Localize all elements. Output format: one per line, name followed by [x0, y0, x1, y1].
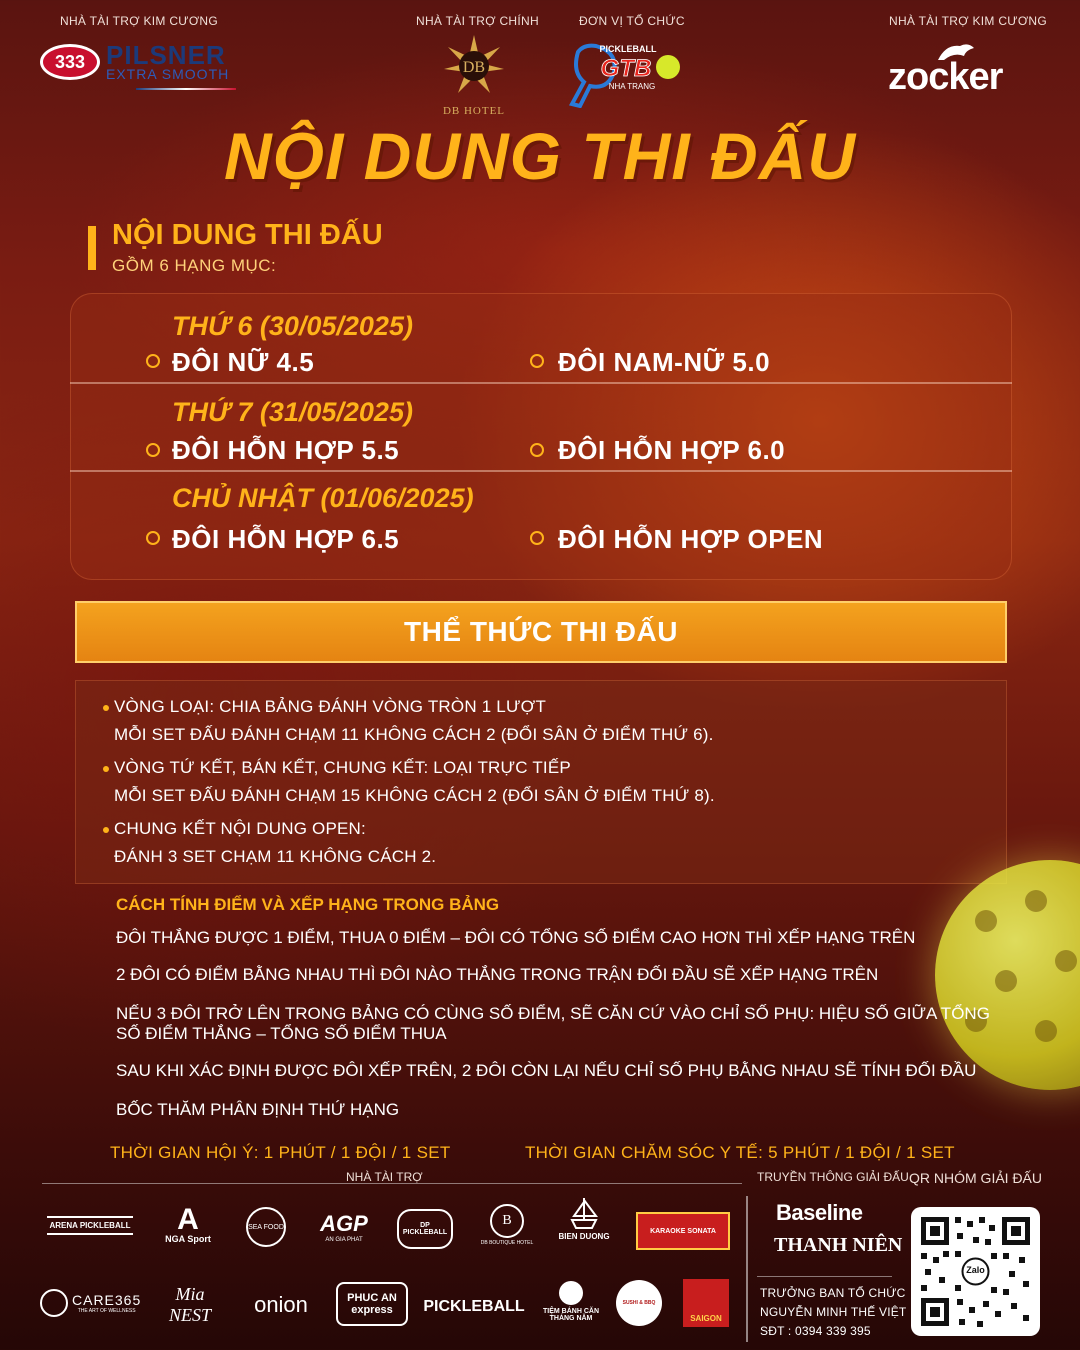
qr-label: QR NHÓM GIẢI ĐẤU: [909, 1170, 1043, 1186]
zalo-badge: Zalo: [966, 1265, 985, 1275]
scoring-line: ĐÔI THẮNG ĐƯỢC 1 ĐIỂM, THUA 0 ĐIỂM – ĐÔI CÓ TỔNG SỐ ĐIỂM CAO HƠN THÌ XẾP HẠNG TRÊN: [116, 928, 916, 947]
logo-333-name: PILSNER: [106, 40, 226, 70]
sponsor-logo-sushi-bbq: [616, 1280, 662, 1326]
logo-333-sub: EXTRA SMOOTH: [106, 66, 230, 82]
sponsor-logo-mia-nest: [158, 1280, 222, 1330]
nga-a-icon: A: [177, 1203, 199, 1236]
care365-lotus-icon: [40, 1289, 68, 1317]
scoring-line: 2 ĐÔI CÓ ĐIỂM BẰNG NHAU THÌ ĐÔI NÀO THẮNG TRONG TRẬN ĐỐI ĐẦU SẼ XẾP HẠNG TRÊN: [116, 965, 879, 984]
category-item: ĐÔI NAM-NỮ 5.0: [558, 347, 771, 377]
day-heading: THỨ 6 (30/05/2025): [172, 311, 413, 341]
rule-detail: MỖI SET ĐẤU ĐÁNH CHẠM 11 KHÔNG CÁCH 2 (ĐỔI SÂN Ở ĐIỂM THỨ 6).: [114, 725, 714, 744]
sponsor-name: CARE365: [72, 1292, 142, 1308]
sponsor-name: PICKLEBALL: [423, 1298, 525, 1315]
rule-heading: CHUNG KẾT NỘI DUNG OPEN:: [114, 819, 366, 838]
gtb-mark: GTB: [600, 55, 652, 82]
db-mark: DB: [462, 59, 486, 76]
diamond-sponsor-label-right: NHÀ TÀI TRỢ KIM CƯƠNG: [889, 14, 1048, 28]
sponsor-name: DB BOUTIQUE HOTEL: [480, 1240, 534, 1246]
main-sponsor-label: NHÀ TÀI TRỢ CHÍNH: [416, 14, 539, 28]
section-subtitle: GỒM 6 HẠNG MỤC:: [112, 256, 277, 275]
medical-time: THỜI GIAN CHĂM SÓC Y TẾ: 5 PHÚT / 1 ĐỘI / 1 SET: [525, 1143, 955, 1162]
rule-heading: VÒNG LOẠI: CHIA BẢNG ĐÁNH VÒNG TRÒN 1 LƯỢT: [114, 697, 547, 716]
circle-bullet-icon: [530, 354, 544, 368]
section-accent-bar: [88, 226, 96, 270]
day-heading: CHỦ NHẬT (01/06/2025): [172, 483, 474, 513]
sponsor-name: TIỆM BÁNH CĂN THÁNG NĂM: [543, 1307, 599, 1322]
bullet-dot-icon: [103, 766, 109, 772]
category-item: ĐÔI HỖN HỢP 5.5: [172, 435, 400, 465]
main-title: NỘI DUNG THI ĐẤU: [224, 119, 856, 193]
gtb-bottom-text: NHA TRANG: [608, 82, 656, 91]
day-heading: THỨ 7 (31/05/2025): [172, 397, 413, 427]
sponsor-name: DP PICKLEBALL: [397, 1209, 453, 1249]
bullet-dot-icon: [103, 705, 109, 711]
sponsor-name: BIEN DUONG: [558, 1231, 610, 1241]
sponsor-name: SEA FOOD: [246, 1207, 286, 1247]
rule-detail: ĐÁNH 3 SET CHẠM 11 KHÔNG CÁCH 2.: [114, 847, 437, 866]
sponsor-logo-karaoke-sonata: [636, 1212, 730, 1250]
sponsor-name: ARENA PICKLEBALL: [47, 1216, 132, 1235]
db-hotel-name: DB HOTEL: [442, 105, 506, 117]
sponsor-name: NGA Sport: [165, 1234, 211, 1244]
section-title: NỘI DUNG THI ĐẤU: [112, 219, 383, 251]
circle-bullet-icon: [146, 354, 160, 368]
sponsor-logo-phuc-an: [336, 1282, 408, 1326]
sponsor-logo-nga-sport: [157, 1200, 219, 1250]
category-item: ĐÔI HỖN HỢP OPEN: [558, 524, 824, 554]
sponsor-logo-care365: [40, 1278, 144, 1328]
sponsor-logo-pickleball-vn: [424, 1282, 524, 1332]
organizer-role: TRƯỞNG BAN TỔ CHỨC: [760, 1286, 906, 1300]
logo-gtb-pickleball: [568, 42, 683, 108]
scoring-line: SAU KHI XÁC ĐỊNH ĐƯỢC ĐÔI XẾP TRÊN, 2 ĐÔI CÒN LẠI NẾU CHỈ SỐ PHỤ BẰNG NHAU SẼ TÍNH ĐỐI ĐẦU: [116, 1061, 977, 1080]
sponsor-logo-banh-can: [538, 1276, 604, 1326]
agp-mark-icon: AGP: [320, 1211, 368, 1236]
organizer-phone: SĐT : 0394 339 395: [760, 1324, 871, 1338]
flower-icon: [559, 1281, 583, 1305]
footer-vertical-divider: [746, 1196, 748, 1342]
sponsor-logo-an-gia-phat: [313, 1202, 375, 1252]
sponsor-logo-bien-duong: [553, 1192, 615, 1242]
sponsor-name: PHUC AN express: [347, 1292, 397, 1316]
footer-sponsors-label: NHÀ TÀI TRỢ: [346, 1170, 423, 1184]
logo-333-pilsner: [40, 42, 240, 92]
rule-heading: VÒNG TỨ KẾT, BÁN KẾT, CHUNG KẾT: LOẠI TRỰC TIẾP: [114, 758, 571, 777]
sponsor-logo-onion: [243, 1280, 319, 1330]
footer-divider: [42, 1183, 742, 1184]
schedule-divider: [70, 382, 1012, 384]
media-baseline: Baseline: [776, 1200, 863, 1225]
circle-bullet-icon: [530, 443, 544, 457]
sponsor-name: KARAOKE SONATA: [650, 1227, 716, 1235]
schedule-divider: [70, 470, 1012, 472]
rule-detail: MỖI SET ĐẤU ĐÁNH CHẠM 15 KHÔNG CÁCH 2 (ĐỔI SÂN Ở ĐIỂM THỨ 8).: [114, 786, 715, 805]
scoring-line: BỐC THĂM PHÂN ĐỊNH THỨ HẠNG: [116, 1100, 400, 1119]
organizer-label: ĐƠN VỊ TỔ CHỨC: [579, 14, 685, 28]
diamond-sponsor-label-left: NHÀ TÀI TRỢ KIM CƯƠNG: [60, 14, 219, 28]
sponsor-name: onion: [254, 1292, 308, 1317]
logo-db-hotel: [428, 35, 520, 120]
break-time: THỜI GIAN HỘI Ý: 1 PHÚT / 1 ĐỘI / 1 SET: [110, 1143, 451, 1162]
sponsor-logo-arena: [42, 1200, 138, 1250]
db-crest-icon: B: [490, 1204, 524, 1238]
ship-icon: [564, 1194, 604, 1232]
scoring-title: CÁCH TÍNH ĐIỂM VÀ XẾP HẠNG TRONG BẢNG: [116, 895, 500, 914]
category-item: ĐÔI NỮ 4.5: [172, 347, 315, 377]
sponsor-name: SAIGON: [690, 1314, 722, 1323]
sponsor-logo-seafood: [242, 1202, 290, 1252]
organizer-divider: [757, 1276, 892, 1277]
qr-code[interactable]: [911, 1207, 1040, 1336]
sponsor-tagline: THE ART OF WELLNESS: [77, 1308, 136, 1314]
category-item: ĐÔI HỖN HỢP 6.0: [558, 435, 786, 465]
media-thanh-nien: THANH NIÊN: [774, 1234, 903, 1256]
sponsor-logo-bia-saigon: [683, 1279, 729, 1327]
circle-bullet-icon: [146, 531, 160, 545]
logo-333-mark: 333: [40, 44, 100, 80]
format-banner-title: THỂ THỨC THI ĐẤU: [404, 616, 678, 647]
organizer-name: NGUYỄN MINH THẾ VIỆT: [760, 1305, 907, 1319]
db-star-icon: [444, 35, 504, 95]
sponsor-logo-dp-pickleball: [394, 1204, 456, 1254]
gtb-top-text: PICKLEBALL: [599, 44, 657, 54]
media-label: TRUYỀN THÔNG GIẢI ĐẤU: [757, 1170, 909, 1184]
logo-zocker: [888, 40, 1043, 96]
scoring-line: NẾU 3 ĐÔI TRỞ LÊN TRONG BẢNG CÓ CÙNG SỐ ĐIỂM, SẼ CĂN CỨ VÀO CHỈ SỐ PHỤ: HIỆU SỐ GIỮA TỔNG SỐ ĐIỂM THẮNG – TỔNG SỐ ĐIỂM THUA: [116, 1004, 990, 1043]
bullet-dot-icon: [103, 827, 109, 833]
sponsor-name: AN GIA PHAT: [325, 1237, 363, 1243]
sponsor-name: SUSHI & BBQ: [622, 1300, 656, 1306]
zocker-name: zocker: [888, 56, 1003, 98]
category-item: ĐÔI HỖN HỢP 6.5: [172, 524, 400, 554]
sponsor-name: Mia NEST: [168, 1284, 211, 1325]
logo-333-underline: [136, 88, 236, 90]
circle-bullet-icon: [530, 531, 544, 545]
circle-bullet-icon: [146, 443, 160, 457]
sponsor-logo-db-boutique: [478, 1200, 536, 1250]
